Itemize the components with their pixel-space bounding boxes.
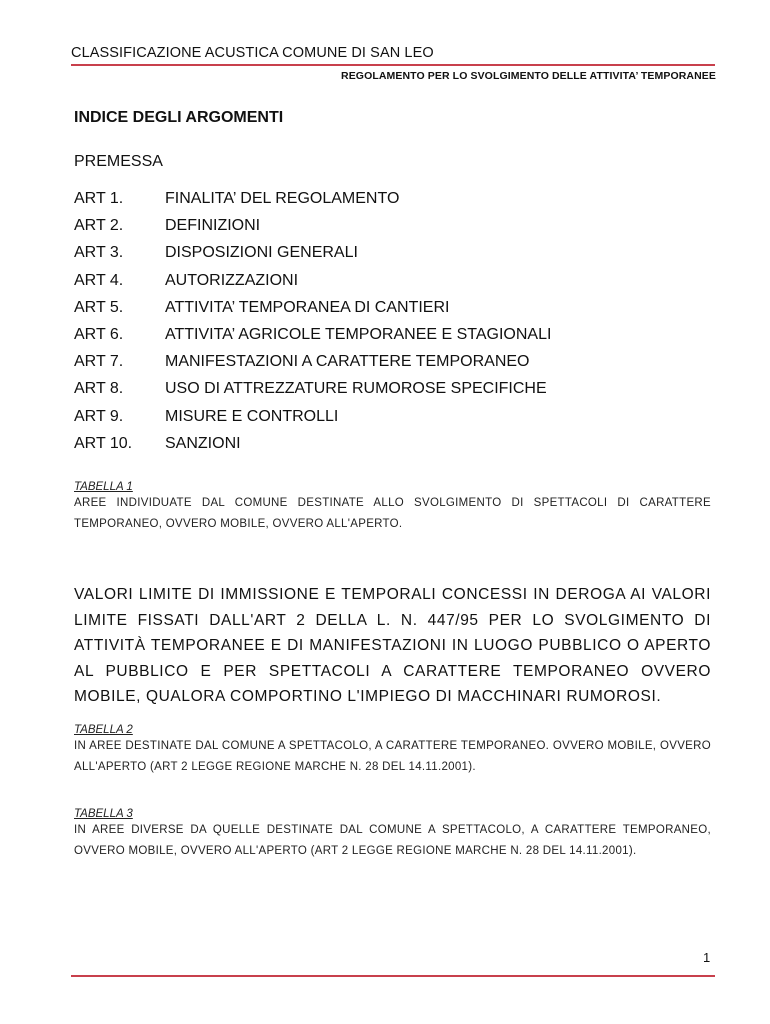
toc-item	[74, 190, 551, 217]
table-2-description: IN AREE DESTINATE DAL COMUNE A SPETTACOLO, A CARATTERE TEMPORANEO. OVVERO MOBILE, OVVERO ALL'APERTO (ART 2 LEGGE REGIONE MARCHE N. 28 DEL 14.11.2001).	[74, 740, 711, 773]
header-title: CLASSIFICAZIONE ACUSTICA COMUNE DI SAN LEO	[71, 45, 434, 61]
toc-item-title: SANZIONI	[165, 434, 241, 452]
toc-item-title: MANIFESTAZIONI A CARATTERE TEMPORANEO	[165, 353, 530, 371]
main-paragraph: VALORI LIMITE DI IMMISSIONE E TEMPORALI CONCESSI IN DEROGA AI VALORI LIMITE FISSATI DALL'ART 2 DELLA L. N. 447/95 PER LO SVOLGIMENTO DI ATTIVITÀ TEMPORANEE E DI MANIFESTAZIONI IN LUOGO PUBBLICO O APERTO AL PUBBLICO E PER SPETTACOLI A CARATTERE TEMPORANEO OVVERO MOBILE, QUALORA COMPORTINO L'IMPIEGO DI MACCHINARI RUMOROSI.	[74, 586, 711, 705]
toc-item	[74, 244, 551, 271]
toc-item-number: ART 9.	[74, 407, 124, 425]
toc-item	[74, 408, 551, 435]
toc-item-number: ART 10.	[74, 434, 133, 452]
toc-item-title: ATTIVITA’ TEMPORANEA DI CANTIERI	[165, 298, 450, 316]
toc-item	[74, 299, 551, 326]
toc-item	[74, 272, 551, 299]
table-2-label: TABELLA 2	[74, 724, 133, 736]
toc-item-title: DISPOSIZIONI GENERALI	[165, 244, 358, 262]
toc-item-title: MISURE E CONTROLLI	[165, 407, 339, 425]
footer-rule	[71, 975, 715, 977]
index-title: INDICE DEGLI ARGOMENTI	[74, 109, 284, 126]
toc-item-number: ART 6.	[74, 325, 124, 343]
toc-item	[74, 217, 551, 244]
toc-item-title: FINALITA’ DEL REGOLAMENTO	[165, 190, 400, 207]
toc-item	[74, 380, 551, 407]
toc-item-number: ART 3.	[74, 244, 124, 262]
toc-item-title: ATTIVITA’ AGRICOLE TEMPORANEE E STAGIONALI	[165, 325, 552, 343]
toc-item	[74, 435, 551, 462]
toc-premessa: PREMESSA	[74, 153, 163, 170]
toc-item-number: ART 2.	[74, 217, 124, 235]
page-number: 1	[703, 950, 711, 965]
toc-item-title: AUTORIZZAZIONI	[165, 271, 299, 289]
toc-item-number: ART 7.	[74, 353, 124, 371]
header-rule	[71, 64, 715, 66]
table-1-block	[74, 481, 711, 535]
table-3-block	[74, 808, 711, 862]
toc-item-number: ART 1.	[74, 190, 124, 207]
toc-item	[74, 353, 551, 380]
table-1-description: AREE INDIVIDUATE DAL COMUNE DESTINATE ALLO SVOLGIMENTO DI SPETTACOLI DI CARATTERE TEMPORANEO, OVVERO MOBILE, OVVERO ALL'APERTO.	[74, 497, 711, 530]
table-3-label: TABELLA 3	[74, 808, 133, 820]
toc-item-title: USO DI ATTREZZATURE RUMOROSE SPECIFICHE	[165, 380, 547, 398]
table-of-contents	[74, 190, 551, 462]
toc-item-number: ART 5.	[74, 298, 124, 316]
toc-item-number: ART 8.	[74, 380, 124, 398]
table-2-block	[74, 724, 711, 778]
toc-item	[74, 326, 551, 353]
header-subtitle: REGOLAMENTO PER LO SVOLGIMENTO DELLE ATTIVITA’ TEMPORANEE	[341, 70, 716, 82]
table-1-label: TABELLA 1	[74, 481, 133, 493]
toc-item-title: DEFINIZIONI	[165, 217, 261, 235]
table-3-description: IN AREE DIVERSE DA QUELLE DESTINATE DAL COMUNE A SPETTACOLO, A CARATTERE TEMPORANEO, OVVERO MOBILE, OVVERO ALL'APERTO (ART 2 LEGGE REGIONE MARCHE N. 28 DEL 14.11.2001).	[74, 824, 711, 857]
toc-item-number: ART 4.	[74, 271, 124, 289]
